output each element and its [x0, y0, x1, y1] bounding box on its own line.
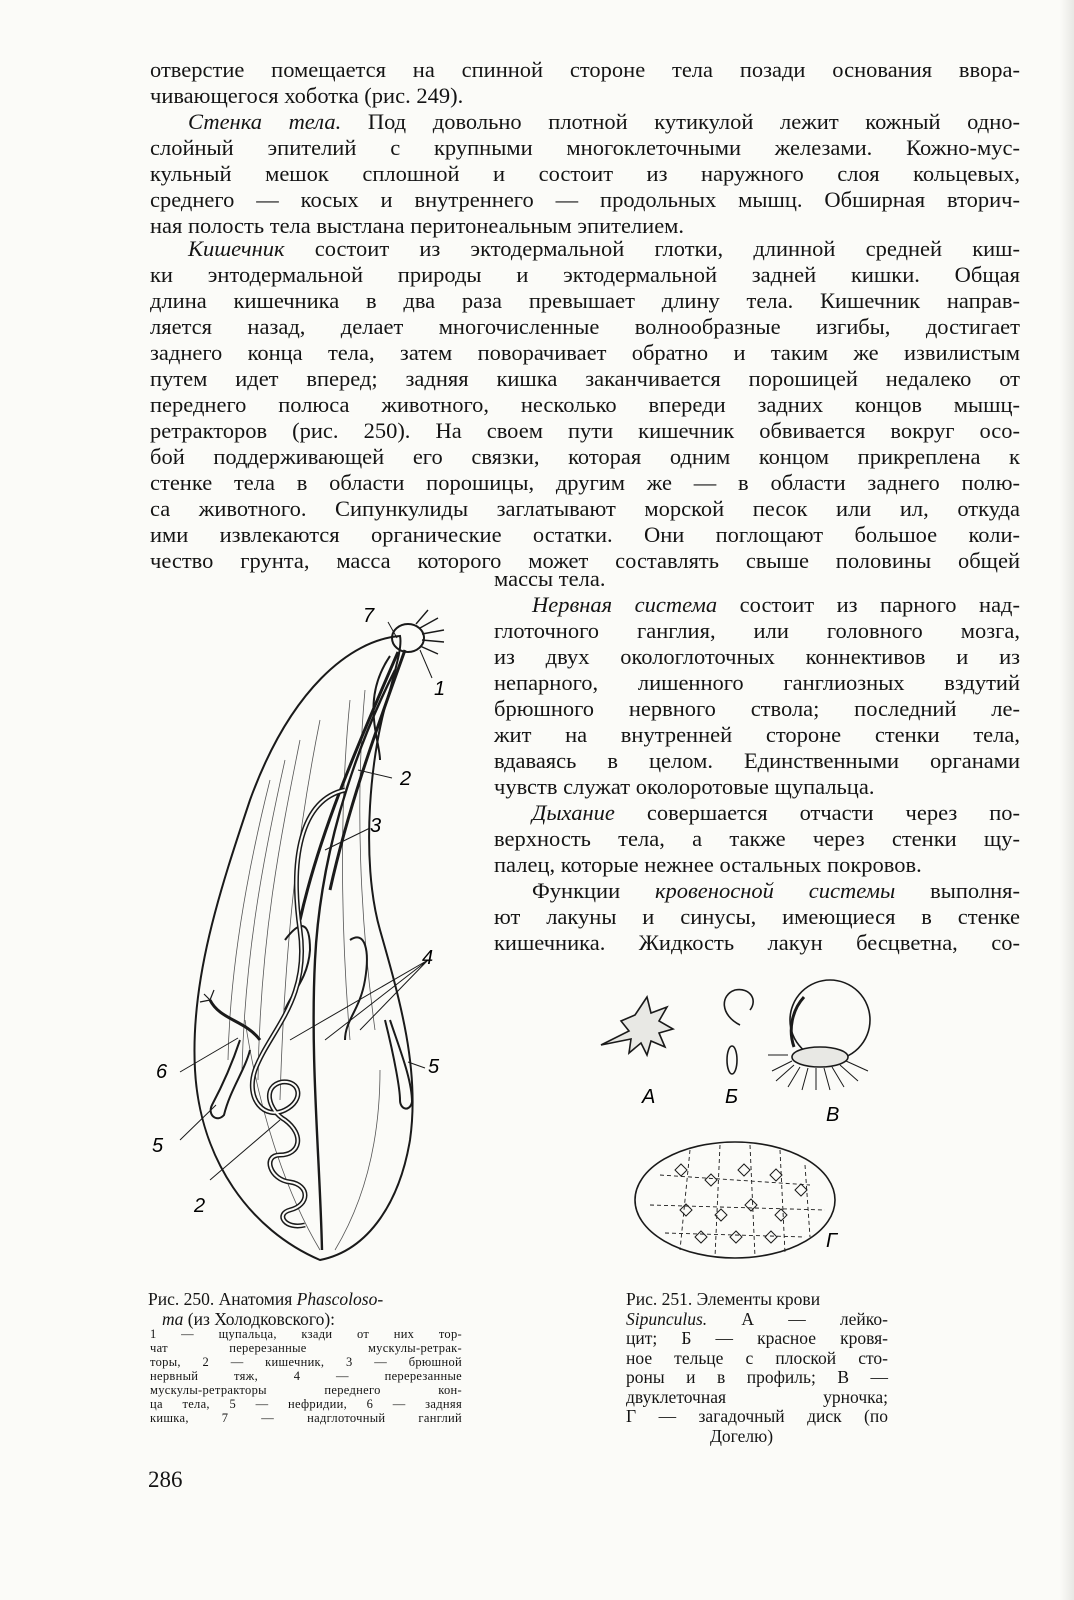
figure-label: 2 — [400, 768, 412, 790]
text-line: чество грунта, масса которого может составлять свыше половины общей — [150, 548, 1020, 573]
text-line: Под довольно плотной кутикулой лежит кожный одно- — [341, 109, 1020, 134]
figure-label: Б — [725, 1086, 739, 1108]
text-line: путем идет вперед; задняя кишка заканчивается порошицей недалеко от — [150, 366, 1020, 391]
nephridium — [211, 1040, 250, 1118]
disc-stars — [675, 1164, 807, 1243]
text-line: ляется назад, делает многочисленные волнообразные изгибы, достигает — [150, 314, 1020, 339]
figure-label: А — [642, 1086, 656, 1108]
legend-line: кишка, 7 — надглоточный ганглий — [150, 1411, 462, 1425]
text-line: среднего — косых и внутреннего — продольных мышц. Обширная вторич- — [150, 187, 1020, 212]
text-line: брюшного нервного ствола; последний ле- — [494, 696, 1020, 721]
section-term: Кишечник — [188, 236, 285, 261]
section-term: кровеносной системы — [655, 878, 896, 903]
intestine — [252, 790, 345, 1226]
text-line: переднего полюса животного, несколько впереди задних концов мышц- — [150, 392, 1020, 417]
text-line: выполня- — [895, 878, 1020, 903]
figure-250-legend — [150, 1327, 462, 1425]
figure-label: 4 — [422, 947, 434, 969]
intro-paragraph — [150, 57, 1020, 109]
text-line: ная полость тела выстлана перитонеальным эпителием. — [150, 213, 685, 238]
text-line: ют лакуны и синусы, имеющиеся в стенке — [494, 904, 1020, 929]
nephridium — [385, 1020, 412, 1109]
caption-source: (из Холодковского): — [183, 1308, 336, 1329]
section-term: Нервная система — [532, 592, 718, 617]
legend-line: мускулы-ретракторы переднего кон- — [150, 1383, 462, 1397]
legend-line: торы, 2 — кишечник, 3 — брюшной — [150, 1355, 462, 1369]
text-line: отверстие помещается на спинной стороне тела позади основания ввора- — [150, 57, 1020, 82]
figure-251-blood-elements — [580, 975, 880, 1275]
circulation-paragraph — [494, 878, 1020, 956]
caption-genus: Sipunculus. — [626, 1308, 708, 1329]
retractor-muscle — [330, 650, 405, 890]
caption-genus: Phascoloso- — [296, 1289, 384, 1309]
figure-label: В — [826, 1104, 840, 1126]
figure-label: Г — [826, 1230, 837, 1252]
urn-cell — [792, 1047, 848, 1067]
figure-label: 3 — [370, 815, 382, 837]
text-line: кишечника. Жидкость лакун бесцветна, со- — [494, 930, 1020, 955]
page-number: 286 — [148, 1467, 183, 1492]
section-term: Стенка тела. — [188, 109, 342, 134]
page-edge — [1060, 0, 1074, 1600]
legend-line: нервный тяж, 4 — перерезанные — [150, 1369, 462, 1383]
leucocyte — [601, 997, 673, 1055]
nervous-system-paragraph — [494, 592, 1020, 800]
text-line: ки энтодермальной природы и эктодермальной задней кишки. Общая — [150, 262, 1020, 287]
text-line: ретракторов (рис. 250). На своем пути кишечник обвивается вокруг осо- — [150, 418, 1020, 443]
caption-title: Рис. 250. Анатомия — [148, 1289, 297, 1309]
figure-250-caption — [148, 1290, 468, 1329]
text-line: совершается отчасти через по- — [614, 800, 1020, 825]
caption-line: цит; Б — красное кровя- — [626, 1328, 888, 1348]
text-line: состоит из парного над- — [717, 592, 1020, 617]
text-line: заднего конца тела, затем поворачивает обратно и таким же извилистым — [150, 340, 1020, 365]
text-line: глоточного ганглия, или головного мозга, — [494, 618, 1020, 643]
text-line: жит на внутренней стороне стенки тела, — [494, 722, 1020, 747]
section-term: Дыхание — [532, 800, 615, 825]
caption-line: роны и в профиль; В — — [626, 1367, 888, 1387]
text-line: стенке тела в области порошицы, другим же — в области заднего полю- — [150, 470, 1020, 495]
text-line: чивающегося хоботка (рис. 249). — [150, 83, 464, 108]
figure-label: 1 — [434, 678, 446, 700]
red-blood-cell-flat — [724, 990, 753, 1025]
gut-paragraph — [150, 236, 1020, 574]
figure-251-caption — [626, 1290, 888, 1446]
caption-line: Догелю) — [710, 1425, 774, 1446]
legend-line: ца тела, 5 — нефридии, 6 — задняя — [150, 1397, 462, 1411]
caption-line: Г — загадочный диск (по — [626, 1406, 888, 1426]
caption-title: Рис. 251. Элементы крови — [626, 1289, 821, 1309]
caption-line: двуклеточная урночка; — [626, 1386, 888, 1407]
text-line: верхность тела, а также через стенки щу- — [494, 826, 1020, 851]
caption-genus: ma — [162, 1308, 184, 1329]
text-line: слойный эпителий с крупными многоклеточными железами. Кожно-мус- — [150, 135, 1020, 160]
respiration-paragraph — [494, 800, 1020, 878]
text-line: Функции — [532, 878, 656, 903]
figure-label: 2 — [194, 1195, 206, 1217]
figure-label: 6 — [156, 1061, 168, 1083]
text-line: чувств служат околоротовые щупальца. — [494, 774, 875, 799]
hind-gut — [210, 1000, 260, 1040]
figure-250-phascolosoma-anatomy — [150, 600, 480, 1280]
mysterious-disc — [635, 1142, 835, 1258]
text-line: состоит из эктодермальной глотки, длинной средней киш- — [284, 236, 1020, 261]
text-line: ими извлекаются органические остатки. Они поглощают большое коли- — [150, 522, 1020, 547]
text-line: длина кишечника в два раза превышает длину тела. Кишечник направ- — [150, 288, 1020, 313]
text-line: массы тела. — [494, 566, 606, 591]
legend-line: чат перерезанные мускулы-ретрак- — [150, 1341, 462, 1355]
text-line: бой поддерживающей его связки, которая одним концом прикреплена к — [150, 444, 1020, 469]
figure-label: 7 — [363, 605, 375, 627]
text-line: вдаваясь в целом. Единственными органами — [494, 748, 1020, 773]
text-line: палец, которые нежнее остальных покровов. — [494, 852, 922, 877]
legend-line: 1 — щупальца, кзади от них тор- — [150, 1327, 462, 1341]
text-line: из двух окологлоточных коннективов и из — [494, 644, 1020, 669]
caption-line: А — лейко- — [707, 1308, 888, 1329]
text-line: са животного. Сипункулиды заглатывают морской песок или ил, откуда — [150, 496, 1020, 521]
text-line: кульный мешок сплошной и состоит из наружного слоя кольцевых, — [150, 161, 1020, 186]
body-wall-paragraph — [150, 109, 1020, 239]
figure-label: 5 — [428, 1056, 440, 1078]
caption-line: ное тельце с плоской сто- — [626, 1347, 888, 1368]
text-line: непарного, лишенного ганглиозных вздутий — [494, 670, 1020, 695]
cut-retractor — [345, 937, 367, 1040]
red-blood-cell-profile — [727, 1046, 737, 1074]
figure-label: 5 — [152, 1135, 164, 1157]
